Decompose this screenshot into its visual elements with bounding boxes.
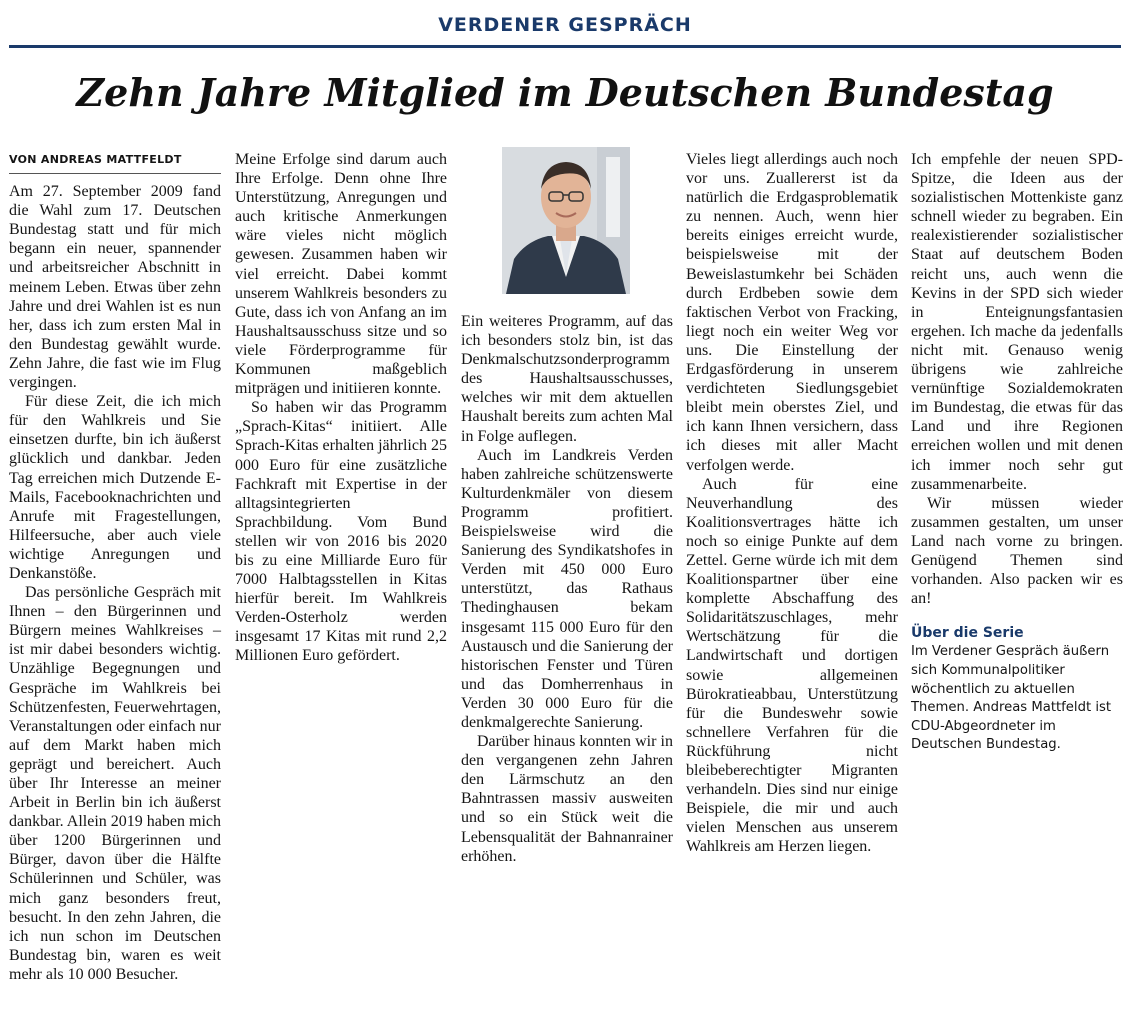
- author-portrait-icon: [502, 147, 630, 294]
- column-1: [9, 150, 221, 983]
- kicker-rule: [9, 45, 1121, 48]
- paragraph-9: Vieles liegt allerdings auch noch vor uns. Zuallererst ist da natürlich die Erdgasproblematik zu nennen. Auch, wenn hier bereits einiges erreicht wurde, beispielsweise mit der Beweislastumkehr bei Schäden durch Erdbeben sowie dem faktischen Verbot von Fracking, liegt noch ein weiter Weg vor uns. Die Einstellung der Erdgasförderung in unserem verdichteten Siedlungsgebiet bleibt mein oberstes Ziel, und ich kann Ihnen versichern, dass ich dieses mit aller Macht verfolgen werde.: [686, 151, 898, 474]
- series-info-text: Im Verdener Gespräch äußern sich Kommunalpolitiker wöchentlich zu aktuellen Themen. Andreas Mattfeldt ist CDU-Abgeordneter im Deutschen Bundestag.: [911, 644, 1112, 753]
- series-info-title: Über die Serie: [911, 625, 1024, 642]
- paragraph-5: So haben wir das Programm „Sprach-Kitas“ initiiert. Alle Sprach-Kitas erhalten jährlich 25 000 Euro für eine zusätzliche Fachkraft mit Expertise in der alltagsintegrierten Sprachbildung. Vom Bund stellen wir von 2016 bis 2020 bis zu eine Milliarde Euro für 7000 Halbtagsstellen in Kitas hierfür bereit. Im Wahlkreis Verden-Osterholz werden insgesamt 17 Kitas mit rund 2,2 Millionen Euro gefördert.: [235, 399, 447, 665]
- column-2: [235, 150, 447, 850]
- paragraph-4: Meine Erfolge sind darum auch Ihre Erfolge. Denn ohne Ihre Unterstützung, Anregungen und auch kritische Anmerkungen wäre vieles nicht möglich gewesen. Zusammen haben wir viel erreicht. Dabei kommt unserem Wahlkreis besonders zu Gute, dass ich von Anfang an im Haushaltsausschuss sitze und so viele Förderprogramme für Kommunen maßgeblich mitprägen und initiieren konnte.: [235, 151, 447, 398]
- column-4: [686, 150, 898, 856]
- paragraph-11: Ich empfehle der neuen SPD-Spitze, die Ideen aus der sozialistischen Mottenkiste ganz schnell wieder zu begraben. Ein realexistierender sozialistischer Staat auf deutschem Boden reicht uns, auch wenn die Kevins in der SPD sich wieder in Enteignungsfantasien ergehen. Ich mache da jedenfalls nicht mit. Genauso wenig übrigens wie zahlreiche vernünftige Sozialdemokraten im Bundestag, die etwas für das Land und ihre Regionen erreichen wollen und mit denen ich immer noch sehr gut zusammenarbeite.: [911, 151, 1123, 493]
- author-photo: [502, 147, 630, 294]
- paragraph-2: Für diese Zeit, die ich mich für den Wahlkreis und Sie einsetzen durfte, bin ich äußerst glücklich und dankbar. Jeden Tag erreichen mich Dutzende E-Mails, Facebooknachrichten und Anrufe mit Fragestellungen, Hilfeersuche, aber auch viele wichtige Anregungen und Denkanstöße.: [9, 393, 221, 582]
- paragraph-12: Wir müssen wieder zusammen gestalten, um unser Land nach vorne zu bringen. Genügend Themen sind vorhanden. Also packen wir es an!: [911, 494, 1123, 608]
- paragraph-1: Am 27. September 2009 fand die Wahl zum 17. Deutschen Bundestag statt und für mich begann ein neuer, spannender und arbeitsreicher Abschnitt in meinem Leben. Etwas über zehn Jahre und drei Wahlen ist es nun her, dass ich zum ersten Mal in den Bundestag gewählt wurde. Zehn Jahre, die fast wie im Flug vergingen.: [9, 183, 221, 392]
- paragraph-8: Darüber hinaus konnten wir in den vergangenen zehn Jahren den Lärmschutz an den Bahntrassen massiv ausweiten und so ein Stück weit die Lebensqualität der Bahnanrainer erhöhen.: [461, 733, 673, 865]
- article-headline: Zehn Jahre Mitglied im Deutschen Bundestag: [76, 70, 1054, 115]
- paragraph-10: Auch für eine Neuverhandlung des Koalitionsvertrages hätte ich noch so einige Punkte auf dem Zettel. Gerne würde ich mit dem Koalitionspartner über eine komplette Abschaffung des Solidaritätszuschlages, mehr Wertschätzung für die Landwirtschaft und dortigen sowie allgemeinen Bürokratieabbau, Unterstützung für die Bundeswehr sowie schnellere Verfahren für die Rückführung nicht bleibeberechtigter Migranten verhandeln. Dies sind nur einige Beispiele, die mir und auch vielen Menschen aus unserem Wahlkreis am Herzen liegen.: [686, 475, 898, 856]
- paragraph-7: Auch im Landkreis Verden haben zahlreiche schützenswerte Kulturdenkmäler von diesem Programm profitiert. Beispielsweise wird die Sanierung des Syndikatshofes in Verden mit 450 000 Euro unterstützt, das Rathaus Thedinghausen bekam insgesamt 115 000 Euro für den Austausch und die Sanierung der historischen Fenster und Türen und das Domherrenhaus in Verden 30 000 Euro für die denkmalgerechte Sanierung.: [461, 446, 673, 731]
- paragraph-6: Ein weiteres Programm, auf das ich besonders stolz bin, ist das Denkmalschutzsonderprogramm des Haushaltsausschusses, welches wir mit dem aktuellen Haushalt bereits zum achten Mal in Folge auflegen.: [461, 313, 673, 445]
- paragraph-3: Das persönliche Gespräch mit Ihnen – den Bürgerinnen und Bürgern meines Wahlkreises – ist mir dabei besonders wichtig. Unzählige Begegnungen und Gespräche im Wahlkreis bei Schützenfesten, Feuerwehrtagen, Veranstaltungen oder einfach nur auf dem Markt haben mich geprägt und bereichert. Auch über Ihr Interesse an meiner Arbeit in Berlin bin ich äußerst dankbar. Allein 2019 haben mich über 1200 Bürgerinnen und Bürger, davon über die Hälfte Schülerinnen und Schüler, was mich ganz besonders freut, besucht. In den zehn Jahren, die ich nun schon im Deutschen Bundestag bin, waren es weit mehr als 10 000 Besucher.: [9, 584, 221, 983]
- column-5: [911, 150, 1123, 850]
- byline: VON ANDREAS MATTFELDT: [9, 150, 221, 174]
- column-3: [461, 312, 673, 1012]
- section-kicker: VERDENER GESPRÄCH: [438, 14, 692, 36]
